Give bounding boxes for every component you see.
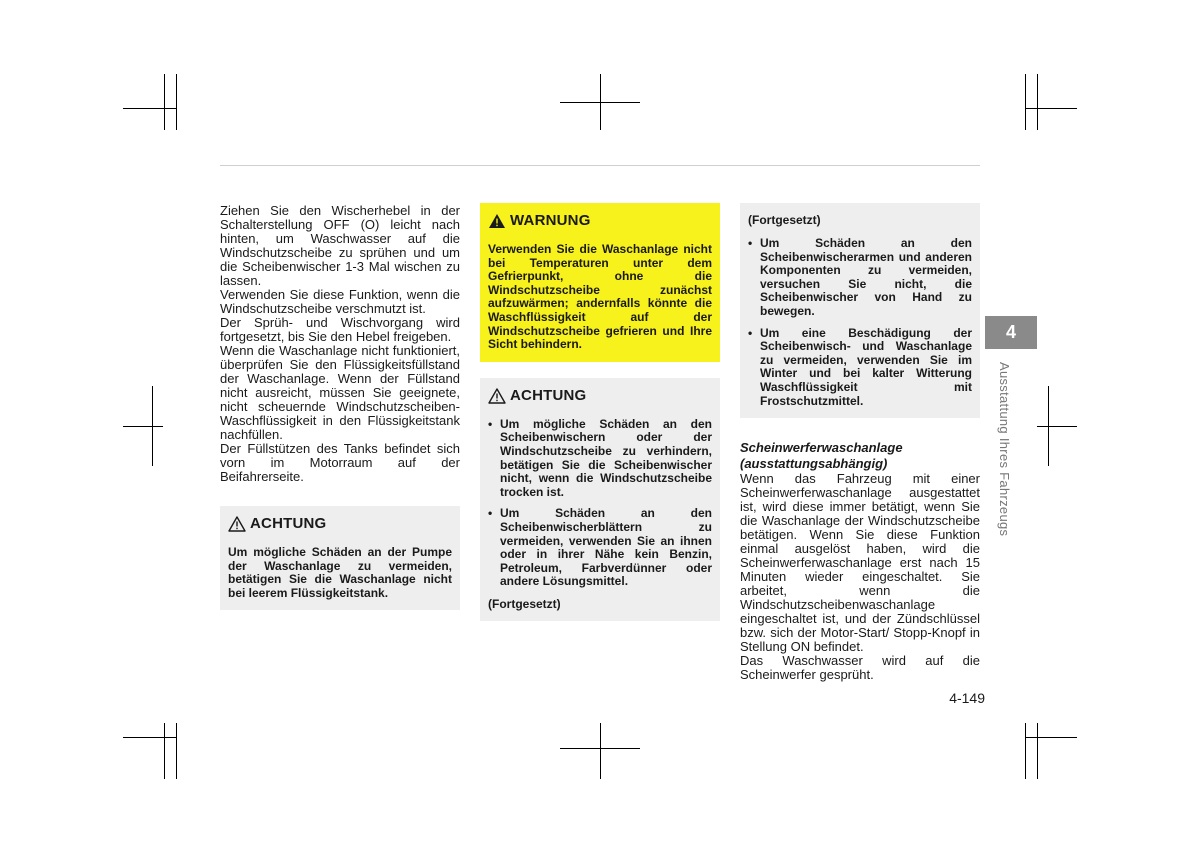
section-heading — [740, 440, 980, 472]
continued-label: (Fortgesetzt) — [488, 596, 561, 611]
page-number: 4-149 — [949, 690, 985, 706]
paragraph: Wenn die Waschanlage nicht funktioniert, überprüfen Sie den Flüssigkeitsfüllstand der Waschanlage. Wenn der Füllstand nicht ausreicht, müssen Sie geeignete, nicht scheuernde Windschutzscheiben-Waschflüssigkeit in den Flüssigkeitstank nachfüllen. — [220, 343, 460, 442]
warning-triangle-icon — [228, 516, 246, 532]
warning-title-text: WARNUNG — [510, 212, 591, 229]
crop-mark — [1025, 108, 1077, 109]
caution-list — [488, 418, 712, 589]
chapter-title: Ausstattung Ihres Fahrzeugs — [997, 362, 1012, 537]
left-column — [220, 204, 460, 610]
caution-title — [228, 516, 452, 532]
paragraph: Das Waschwasser wird auf die Scheinwerfer gesprüht. — [740, 653, 980, 683]
crop-mark — [164, 723, 165, 779]
crop-mark — [600, 723, 601, 779]
header-rule — [220, 165, 980, 166]
paragraph: Der Füllstützen des Tanks befindet sich vorn im Motorraum auf der Beifahrerseite. — [220, 441, 460, 484]
caution-box — [480, 378, 720, 621]
crop-mark — [1025, 737, 1077, 738]
crop-mark — [123, 426, 163, 427]
list-item: • Um eine Beschädigung der Scheibenwisch- und Waschanlage zu vermeiden, verwenden Sie im Winter und bei kalter Witterung Waschflüssigkeit mit Frostschutzmittel. — [748, 327, 972, 409]
warning-triangle-icon — [488, 388, 506, 404]
paragraph: Wenn das Fahrzeug mit einer Scheinwerferwaschanlage ausgestattet ist, wird diese immer betätigt, wenn Sie die Waschanlage der Windschutzscheibe betätigen. Wenn Sie diese Funktion einmal ausgelöst haben, wird die Scheinwerferwaschanlage erst nach 15 Minuten wieder eingeschaltet. Sie arbeitet, wenn die Windschutzscheibenwaschanlage eingeschaltet ist, und der Zündschlüssel bzw. sich der Motor-Start/ Stopp-Knopf in Stellung ON befindet. — [740, 471, 980, 655]
caution-title-text: ACHTUNG — [510, 386, 587, 404]
caution-title-text: ACHTUNG — [250, 515, 327, 532]
middle-column — [480, 203, 720, 621]
warning-text: Verwenden Sie die Waschanlage nicht bei Temperaturen unter dem Gefrierpunkt, ohne die Windschutzscheibe zunächst aufzuwärmen; andernfalls könnte die Waschflüssigkeit auf der Windschutzscheibe gefrieren und Ihre Sicht behindern. — [488, 242, 712, 352]
crop-mark — [176, 74, 177, 130]
section-subtitle: (ausstattungsabhängig) — [740, 456, 888, 472]
right-column — [740, 203, 980, 682]
crop-mark — [176, 723, 177, 779]
crop-mark — [152, 386, 153, 466]
warning-triangle-icon — [488, 213, 506, 229]
crop-mark — [1037, 74, 1038, 130]
list-item: • Um mögliche Schäden an den Scheibenwischern oder der Windschutzscheibe zu verhindern, betätigen Sie die Scheibenwischer nicht, wenn die Windschutzscheibe trocken ist. — [488, 418, 712, 500]
crop-mark — [600, 74, 601, 130]
crop-mark — [123, 108, 176, 109]
caution-list — [748, 237, 972, 408]
crop-mark — [1048, 386, 1049, 466]
list-item: • Um Schäden an den Scheibenwischerblättern zu vermeiden, verwenden Sie an ihnen oder in ihrer Nähe kein Benzin, Petroleum, Farbverdünner oder andere Lösungsmittel. — [488, 507, 712, 589]
caution-box — [220, 506, 460, 610]
crop-mark — [1037, 426, 1077, 427]
crop-mark — [164, 74, 165, 130]
paragraph: Der Sprüh- und Wischvorgang wird fortgesetzt, bis Sie den Hebel freigeben. — [220, 315, 460, 344]
warning-title — [488, 213, 712, 229]
crop-mark — [1037, 723, 1038, 779]
paragraph: Verwenden Sie diese Funktion, wenn die Windschutzscheibe verschmutzt ist. — [220, 287, 460, 316]
continued-caution-box — [740, 203, 980, 418]
section-title: Scheinwerferwaschanlage — [740, 440, 903, 456]
crop-mark — [1025, 74, 1026, 130]
crop-mark — [123, 737, 176, 738]
paragraph: Ziehen Sie den Wischerhebel in der Schalterstellung OFF (O) leicht nach hinten, um Waschwasser auf die Windschutzscheibe zu sprühen und um die Scheibenwischer 1-3 Mal wischen zu lassen. — [220, 203, 460, 288]
list-item: • Um Schäden an den Scheibenwischerarmen und anderen Komponenten zu vermeiden, versuchen Sie nicht, die Scheibenwischer von Hand zu bewegen. — [748, 237, 972, 319]
continued-label: (Fortgesetzt) — [748, 213, 821, 227]
caution-text: Um mögliche Schäden an der Pumpe der Waschanlage zu vermeiden, betätigen Sie die Waschanlage nicht bei leerem Flüssigkeitstank. — [228, 545, 452, 600]
chapter-tab: 4 — [985, 316, 1037, 349]
warning-box — [480, 203, 720, 362]
caution-title — [488, 388, 712, 404]
crop-mark — [1025, 723, 1026, 779]
